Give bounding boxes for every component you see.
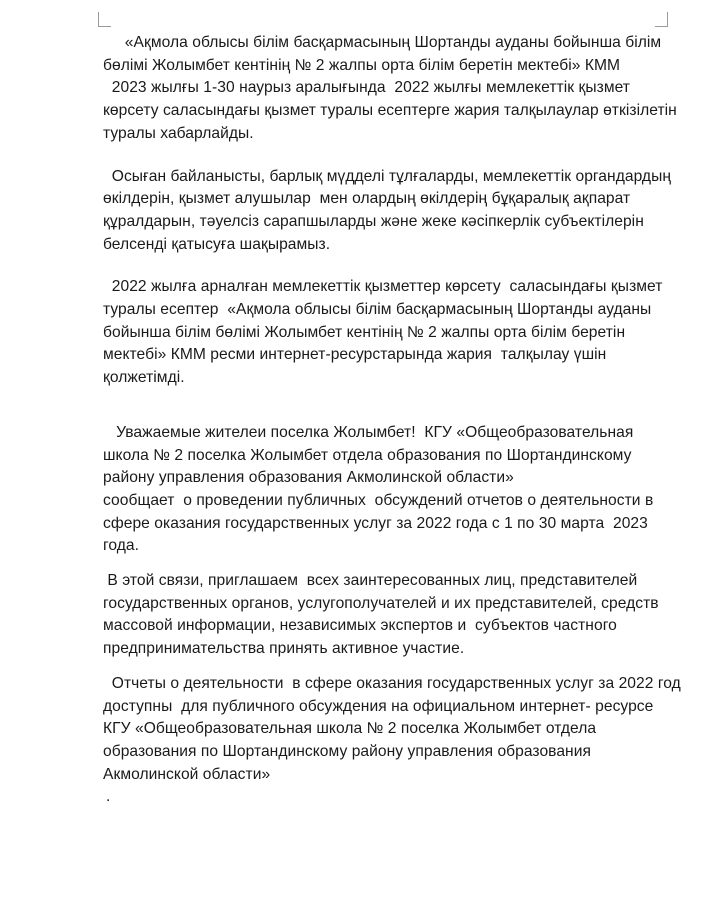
kz-header-line-1: «Ақмола облысы білім басқармасының Шортанды ауданы бойынша білім: [124, 34, 662, 51]
kz-paragraph-invitation: Осыған байланысты, барлық мүдделі тұлғаларды, мемлекеттік органдардың өкілдерін, қызмет алушылар мен олардың өкілдерің бұқаралық ақпарат құралдарын, тәуелсіз сарапшыларды және жеке кәсіпкерлік субъектілерін белсенді қатысуға шақырамыз.: [103, 167, 676, 253]
ru-paragraph-announcement: сообщает о проведении публичных обсуждений отчетов о деятельности в сфере оказания государственных услуг за 2022 года с 1 по 30 марта 2023 года.: [103, 491, 658, 555]
trailing-dot: .: [106, 788, 111, 806]
ru-paragraph-reports: Отчеты о деятельности в сфере оказания государственных услуг за 2022 год доступны для публичного обсуждения на официальном интернет- ресурсе КГУ «Общеобразовательная школа № 2 поселка Жолымбет отдела образования по Шортандинскому району управления образования Акмолинской области»: [103, 674, 686, 783]
kz-paragraph-announcement: 2023 жылғы 1-30 наурыз аралығында 2022 жылғы мемлекеттік қызмет көрсету саласындағы қызмет туралы есептерге жария талқылаулар өткізілетін туралы хабарлайды.: [103, 79, 682, 142]
document-page: [103, 32, 686, 809]
page-margin-corner-left: [98, 12, 111, 27]
kz-paragraph-reports: 2022 жылға арналған мемлекеттік қызметтер көрсету саласындағы қызмет туралы есептер «Ақмола облысы білім басқармасының Шортанды ауданы бойынша білім бөлімі Жолымбет кентінің № 2 жалпы орта білім беретін мектебі» КММ ресми интернет-ресурстарында жария талқылау үшін қолжетімді.: [103, 278, 667, 387]
page-margin-corner-right: [655, 12, 668, 27]
ru-paragraph-invitation: В этой связи, приглашаем всех заинтересованных лиц, представителей государственных органов, услугополучателей и их представителей, средств массовой информации, независимых экспертов и субъектов частного предпринимательства принять активное участие.: [103, 572, 663, 658]
ru-paragraph-greeting: Уважаемые жителеи поселка Жолымбет! КГУ «Общеобразовательная школа № 2 поселка Жолымбет отдела образования по Шортандинскому району управления образования Акмолинской области»: [103, 423, 638, 487]
kz-header-line-2: бөлімі Жолымбет кентінің № 2 жалпы орта білім беретін мектебі» КММ: [103, 56, 621, 74]
